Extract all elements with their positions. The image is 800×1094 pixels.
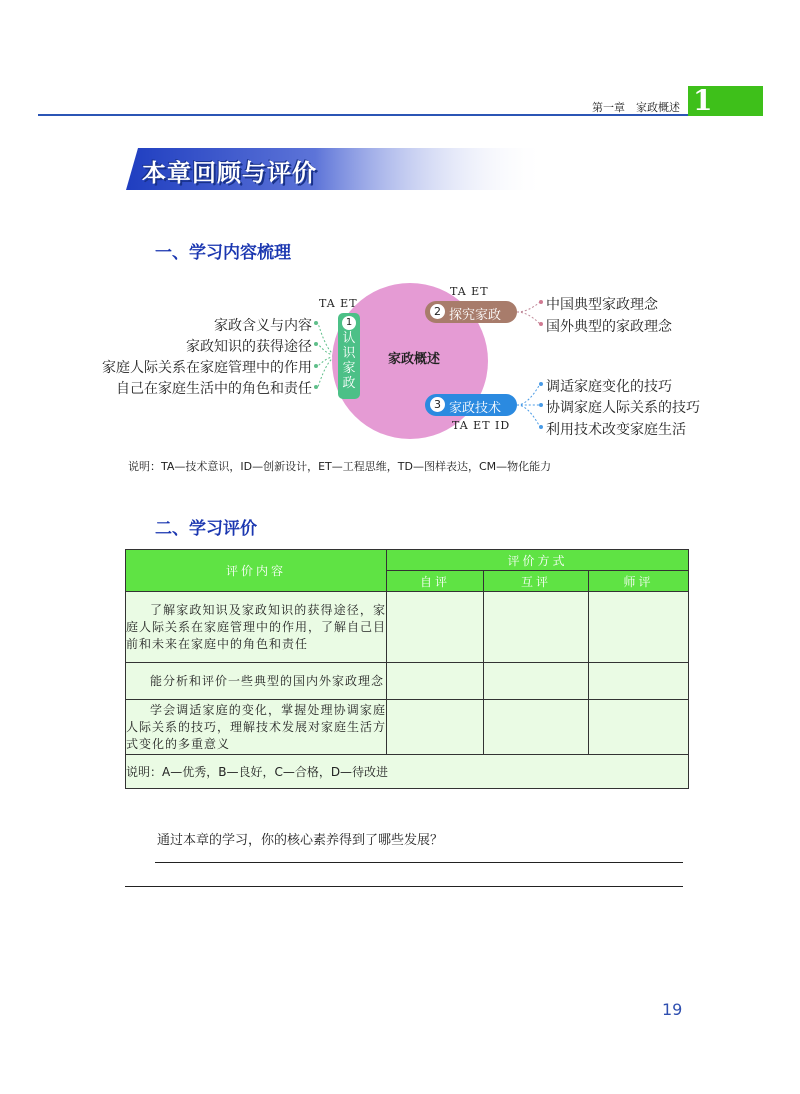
criterion-cell	[126, 663, 387, 700]
header-method-cell: 评价方式	[387, 550, 689, 571]
criterion-cell	[126, 592, 387, 663]
criterion-text: 能分析和评价一些典型的国内外家政理念	[150, 673, 385, 688]
page-number: 19	[662, 1000, 683, 1019]
table-row	[126, 700, 689, 755]
teacher-eval-cell[interactable]	[589, 663, 689, 700]
branch1-label: 认识家政	[342, 331, 356, 391]
branch1-tags: TA ET	[319, 297, 358, 310]
teacher-eval-cell[interactable]	[589, 700, 689, 755]
chapter-number: 1	[693, 84, 713, 117]
header-peer-eval: 互评	[484, 571, 589, 592]
branch2-item: 国外典型的家政理念	[546, 319, 672, 335]
peer-eval-cell[interactable]	[484, 663, 589, 700]
peer-eval-cell[interactable]	[484, 592, 589, 663]
branch3-item: 调适家庭变化的技巧	[546, 379, 672, 395]
branch2-node	[425, 301, 517, 323]
section-title-evaluation: 二、学习评价	[155, 519, 257, 539]
branch2-number: 2	[430, 304, 445, 319]
teacher-eval-cell[interactable]	[589, 592, 689, 663]
peer-eval-cell[interactable]	[484, 700, 589, 755]
branch2-tags: TA ET	[450, 285, 489, 298]
branch1-number: 1	[342, 316, 356, 330]
mindmap-note: 说明：TA—技术意识，ID—创新设计，ET—工程思维，TD—图样表达，CM—物化能力	[128, 460, 552, 473]
branch3-tags: TA ET ID	[452, 419, 511, 432]
table-row	[126, 663, 689, 700]
criterion-cell	[126, 700, 387, 755]
header-teacher-eval: 师评	[589, 571, 689, 592]
self-eval-cell[interactable]	[387, 663, 484, 700]
branch3-label: 家政技术	[449, 401, 502, 416]
branch2-item: 中国典型家政理念	[546, 297, 658, 313]
evaluation-table	[125, 549, 689, 789]
table-note: 说明：A—优秀，B—良好，C—合格，D—待改进	[126, 755, 689, 789]
answer-line[interactable]	[125, 886, 683, 887]
header-self-eval: 自评	[387, 571, 484, 592]
branch1-item: 家政含义与内容	[214, 318, 312, 334]
branch1-item: 家庭人际关系在家庭管理中的作用	[102, 360, 312, 376]
section-title-content-review: 一、学习内容梳理	[155, 243, 291, 263]
banner-title: 本章回顾与评价	[142, 159, 317, 187]
criterion-text: 了解家政知识及家政知识的获得途径，家庭人际关系在家庭管理中的作用，了解自己目前和未来在家庭中的角色和责任	[126, 602, 387, 651]
branch1-item: 自己在家庭生活中的角色和责任	[116, 381, 312, 397]
branch3-item: 协调家庭人际关系的技巧	[546, 400, 700, 416]
branch3-item: 利用技术改变家庭生活	[546, 422, 686, 438]
table-row	[126, 592, 689, 663]
reflection-question: 通过本章的学习，你的核心素养得到了哪些发展？	[157, 833, 444, 848]
branch1-item: 家政知识的获得途径	[186, 339, 312, 355]
criterion-text: 学会调适家庭的变化，掌握处理协调家庭人际关系的技巧，理解技术发展对家庭生活方式变化的多重意义	[126, 702, 387, 751]
mindmap-center-label: 家政概述	[388, 352, 441, 367]
chapter-title: 第一章 家政概述	[592, 101, 680, 114]
branch3-number: 3	[430, 397, 445, 412]
answer-line[interactable]	[155, 862, 683, 863]
self-eval-cell[interactable]	[387, 592, 484, 663]
header-content-cell: 评价内容	[126, 550, 387, 592]
self-eval-cell[interactable]	[387, 700, 484, 755]
branch3-node	[425, 394, 517, 416]
branch2-label: 探究家政	[449, 308, 502, 323]
